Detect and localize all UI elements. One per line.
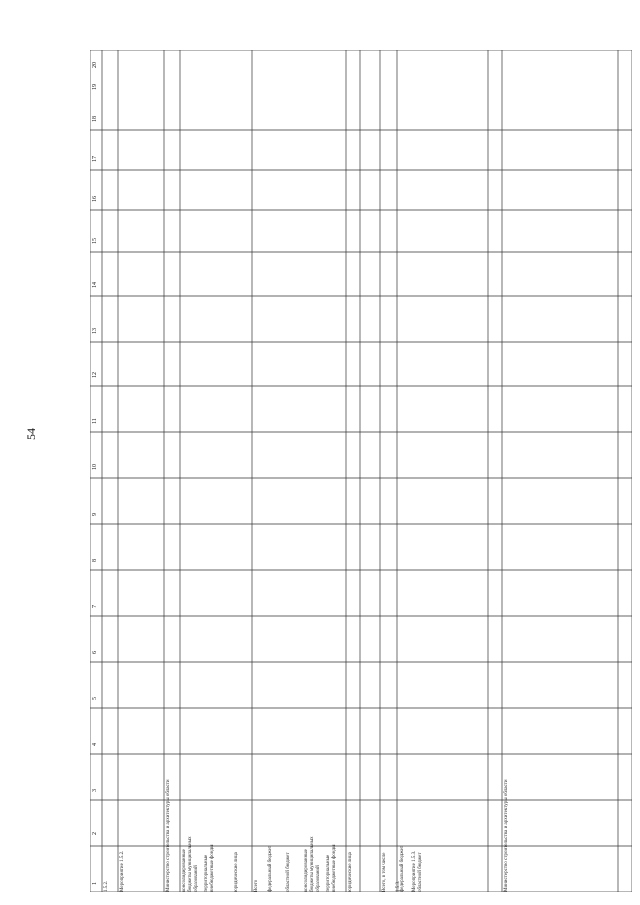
column-number: 10 <box>92 464 98 470</box>
row-label: консолидированные бюджеты муниципальных образований <box>304 836 321 892</box>
row-label: Всего <box>254 879 259 892</box>
column-number: 8 <box>92 559 98 562</box>
event-name: Мероприятие 1.5.3. <box>412 850 417 892</box>
page-number: 54 <box>24 428 38 440</box>
section-id: 1.5.3. <box>396 880 401 892</box>
row-label: Всего, в том числе <box>382 852 387 892</box>
column-number: 9 <box>92 513 98 516</box>
column-number: 12 <box>92 372 98 378</box>
column-number: 2 <box>92 832 98 835</box>
event-name: Мероприятие 1.5.2. <box>120 850 125 892</box>
column-number: 4 <box>92 743 98 746</box>
column-number: 15 <box>92 238 98 244</box>
rotated-table <box>90 50 632 892</box>
row-label: территориальные внебюджетные фонды <box>204 844 215 892</box>
column-number: 5 <box>92 697 98 700</box>
column-number: 3 <box>92 789 98 792</box>
row-label: консолидированные бюджеты муниципальных образований <box>182 836 199 892</box>
column-number: 6 <box>92 651 98 654</box>
row-label: областной бюджет <box>286 852 291 892</box>
row-label: территориальные внебюджетные фонды <box>326 844 337 892</box>
executor-name: Министерство строительства и архитектуры области <box>166 779 171 892</box>
column-number: 20 <box>92 62 98 68</box>
section-id: 1.5.2. <box>104 880 109 892</box>
column-number: 17 <box>92 156 98 162</box>
executor-name: Министерство строительства и архитектуры области <box>504 779 509 892</box>
row-label: юридические лица <box>234 852 239 892</box>
column-number: 19 <box>92 84 98 90</box>
column-number: 18 <box>92 116 98 122</box>
row-label: федеральный бюджет <box>400 845 405 892</box>
column-number: 7 <box>92 605 98 608</box>
row-label: федеральный бюджет <box>268 845 273 892</box>
row-label: областной бюджет <box>418 852 423 892</box>
column-number: 11 <box>92 418 98 424</box>
column-number: 1 <box>92 882 98 885</box>
table-grid <box>90 50 632 892</box>
row-label: юридические лица <box>348 852 353 892</box>
column-number: 13 <box>92 328 98 334</box>
column-number: 14 <box>92 282 98 288</box>
column-number: 16 <box>92 196 98 202</box>
